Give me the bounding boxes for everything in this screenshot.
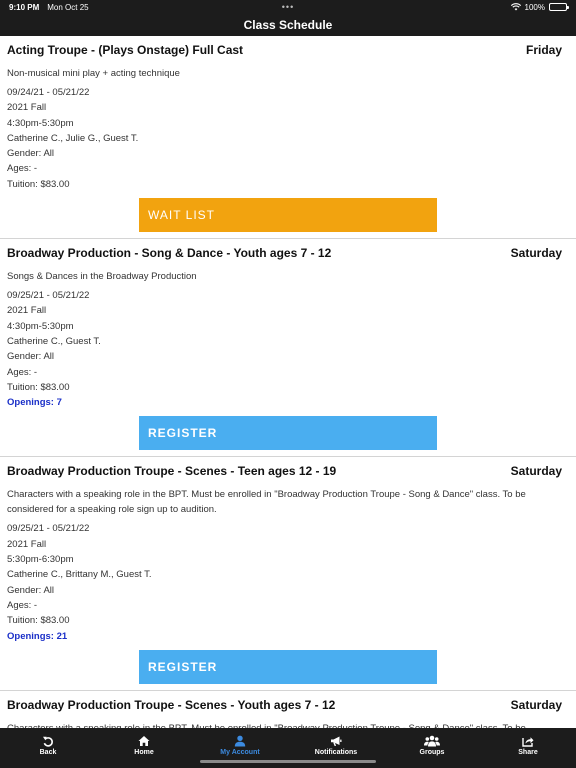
class-description: Characters with a speaking role in the BPT. Must be enrolled in "Broadway Production Troupe - Song & Dance" class. To be considered for a speaking role sign up to audition. bbox=[7, 489, 526, 516]
class-title: Broadway Production - Song & Dance - Youth ages 7 - 12 bbox=[7, 246, 332, 261]
page-title: Class Schedule bbox=[243, 18, 333, 32]
class-time: 4:30pm-5:30pm bbox=[7, 117, 74, 129]
class-title: Acting Troupe - (Plays Onstage) Full Cast bbox=[7, 43, 244, 57]
class-openings: Openings: 7 bbox=[7, 397, 62, 409]
home-indicator[interactable] bbox=[200, 760, 376, 763]
status-date: Mon Oct 25 bbox=[47, 2, 89, 12]
tab-label: Notifications bbox=[314, 749, 358, 756]
class-ages: Ages: - bbox=[7, 599, 38, 611]
class-tuition: Tuition: $83.00 bbox=[7, 178, 70, 190]
class-card bbox=[0, 457, 576, 690]
class-card bbox=[0, 239, 576, 457]
class-term: 2021 Fall bbox=[7, 538, 47, 550]
class-title: Broadway Production Troupe - Scenes - Teen ages 12 - 19 bbox=[7, 464, 337, 479]
home-icon bbox=[138, 735, 150, 747]
class-ages: Ages: - bbox=[7, 366, 38, 378]
tab-share[interactable] bbox=[480, 728, 576, 768]
battery-icon bbox=[549, 3, 567, 11]
class-term: 2021 Fall bbox=[7, 305, 47, 317]
class-term: 2021 Fall bbox=[7, 102, 47, 114]
tab-label: My Account bbox=[220, 749, 260, 756]
class-gender: Gender: All bbox=[7, 584, 54, 596]
status-right bbox=[511, 3, 567, 12]
class-gender: Gender: All bbox=[7, 148, 54, 160]
battery-percent: 100% bbox=[524, 2, 545, 12]
class-day: Saturday bbox=[510, 246, 562, 261]
class-gender: Gender: All bbox=[7, 351, 54, 363]
class-dates: 09/24/21 - 05/21/22 bbox=[7, 87, 90, 98]
multitasking-dots-icon[interactable]: ••• bbox=[281, 2, 295, 12]
class-list[interactable] bbox=[0, 36, 576, 728]
class-description: Non-musical mini play + acting technique bbox=[7, 68, 180, 79]
user-icon bbox=[234, 735, 246, 747]
class-day: Friday bbox=[525, 43, 562, 57]
nav-bar bbox=[0, 14, 576, 36]
class-ages: Ages: - bbox=[7, 163, 38, 175]
class-openings: Openings: 21 bbox=[7, 630, 68, 642]
class-instructors: Catherine C., Brittany M., Guest T. bbox=[7, 569, 152, 581]
share-icon bbox=[522, 735, 534, 747]
tab-label: Groups bbox=[419, 749, 445, 756]
back-arrow-icon bbox=[42, 735, 54, 747]
class-dates: 09/25/21 - 05/21/22 bbox=[7, 523, 90, 535]
wifi-icon bbox=[511, 3, 521, 11]
tab-label: Back bbox=[39, 749, 57, 756]
megaphone-icon bbox=[330, 735, 342, 747]
class-time: 5:30pm-6:30pm bbox=[7, 554, 74, 566]
class-description: Songs & Dances in the Broadway Production bbox=[7, 271, 197, 283]
tab-label: Home bbox=[134, 749, 154, 756]
class-day: Saturday bbox=[510, 697, 562, 712]
tab-back[interactable] bbox=[0, 728, 96, 768]
register-button[interactable]: REGISTER bbox=[139, 650, 437, 684]
group-icon bbox=[424, 735, 440, 747]
class-tuition: Tuition: $83.00 bbox=[7, 615, 70, 627]
class-tuition: Tuition: $83.00 bbox=[7, 381, 70, 393]
tab-groups[interactable] bbox=[384, 728, 480, 768]
status-time: 9:10 PM bbox=[9, 2, 40, 12]
tab-home[interactable] bbox=[96, 728, 192, 768]
class-dates: 09/25/21 - 05/21/22 bbox=[7, 290, 90, 302]
class-instructors: Catherine C., Guest T. bbox=[7, 335, 101, 347]
class-day: Saturday bbox=[510, 464, 562, 479]
class-time: 4:30pm-5:30pm bbox=[7, 320, 74, 332]
status-bar bbox=[0, 0, 576, 14]
tab-label: Share bbox=[518, 749, 538, 756]
class-card bbox=[0, 36, 576, 239]
register-button[interactable]: REGISTER bbox=[139, 416, 437, 450]
wait-list-button[interactable]: WAIT LIST bbox=[139, 198, 437, 232]
class-instructors: Catherine C., Julie G., Guest T. bbox=[7, 132, 139, 144]
class-title: Broadway Production Troupe - Scenes - Youth ages 7 - 12 bbox=[7, 697, 336, 712]
